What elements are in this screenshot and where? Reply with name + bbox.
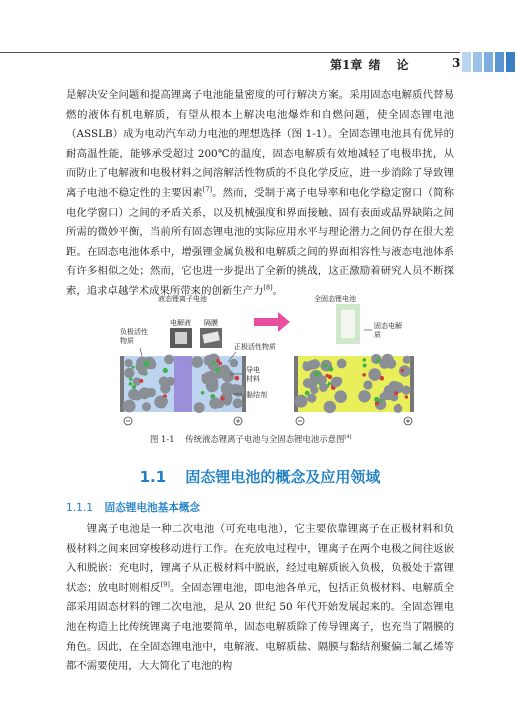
comparison-arrow <box>254 312 290 332</box>
cathode-particle-23 <box>191 356 203 368</box>
paragraph-2 <box>66 520 454 677</box>
solid-cathode-particle-16 <box>403 356 411 364</box>
solid-anode-particle-26 <box>331 377 342 388</box>
solid-cathode-particle-31 <box>394 404 403 413</box>
electrolyte-photo-bottle <box>175 332 187 344</box>
p2-text-b: 。全固态锂电池，即电池各单元，包括正负极材料、电解质全部采用固态材料的锂二次电池，是从 20 世纪 50 年代开始发展起来的。全固态锂电池在构造上比传统锂离子电池要简单，固态电解质除了传导锂离子，也充当了隔膜的角色。因此，在全固态锂电池中，电解液、电解质盐、隔膜与黏结剂聚偏二氟乙烯等都不需要使用，大大简化了电池的构 <box>66 581 455 673</box>
section-number: 1.1 <box>139 468 167 486</box>
anode-particle-28 <box>125 359 133 367</box>
label-solid-electrolyte: 固态电解质 <box>374 322 402 339</box>
label-binder: 黏结剂 <box>246 391 267 399</box>
cathode-particle-18 <box>219 365 231 377</box>
solid-cathode-particle-10 <box>363 380 372 389</box>
cathode-particle-32 <box>207 371 216 380</box>
header-rule <box>0 52 460 53</box>
anode-particle-21 <box>139 388 151 400</box>
chapter-title: 绪 论 <box>368 58 411 72</box>
solid-cathode-particle-11 <box>402 386 411 395</box>
solid-anode-particle-12 <box>328 382 331 385</box>
p2-ref-a: [9] <box>160 580 170 589</box>
anode-particle-26 <box>128 389 139 400</box>
anode-particle-33 <box>129 378 132 381</box>
anode-particle-3 <box>129 382 133 386</box>
current-collector-right-2 <box>410 356 414 412</box>
chapter-tabs <box>462 52 517 72</box>
label-liquid-cell-title: 液态锂离子电池 <box>158 295 207 303</box>
solid-anode-particle-23 <box>337 359 347 369</box>
subsection-number: 1.1.1 <box>66 502 93 514</box>
label-solid-cell-title: 全固态锂电池 <box>314 295 356 303</box>
anode-particle-15 <box>139 379 143 383</box>
anode-particle-27 <box>163 368 168 373</box>
solid-cathode-particle-23 <box>401 369 404 372</box>
label-cathode: 正极活性物质 <box>234 343 276 351</box>
solid-cathode-particle-21 <box>363 364 367 368</box>
anode-particle-23 <box>144 361 150 367</box>
label-conductive: 导电材料 <box>246 366 260 383</box>
cathode-particle-8 <box>233 398 243 408</box>
running-header <box>330 56 411 73</box>
solid-anode-particle-22 <box>307 379 318 390</box>
solid-cathode-particle-29 <box>374 397 379 402</box>
solid-anode-particle-28 <box>307 394 316 403</box>
caption-ref: [4] <box>344 434 352 441</box>
paragraph-1 <box>66 86 454 302</box>
section-title: 固态锂电池的概念及应用领域 <box>185 468 381 486</box>
subsection-heading <box>66 500 200 515</box>
subsection-title: 固态锂电池基本概念 <box>104 502 201 514</box>
chapter-number: 第1章 <box>330 58 363 72</box>
solid-cathode-particle-30 <box>394 391 398 395</box>
chapter-tab-5 <box>506 52 515 72</box>
p1-ref-b: [8] <box>263 283 273 292</box>
solid-cathode-particle-28 <box>388 381 400 393</box>
p1-text-a: 是解决安全问题和提高锂离子电池能量密度的可行解决方案。采用固态电解质代替易燃的液体有机电解质，有望从根本上解决电池爆炸和自燃问题，使全固态锂电池（ASSLB）成为电动汽车动力电池的理想选择（图 1-1）。全固态锂电池具有优异的耐高温性能，能够承受超过 200℃的温度，固态电解质有效地减轻了电极串扰，从而防止了电解液和电极材料之间溶解活性物质的不良化学反应，进一步消除了导致锂离子电池不稳定性的主要因素 <box>66 89 454 199</box>
anode-particle-31 <box>138 366 147 375</box>
p1-text-b: 。然而，受制于离子电导率和电化学稳定窗口（简称电化学窗口）之间的矛盾关系，以及机械强度和界面接触、固有表面或晶界缺陷之间所需的微妙平衡，当前所有固态锂电池的实际应用水平与理论潜力之间仍存在很大差距。在固态电池体系中，增强锂金属负极和电解质之间的界面相容性与液态电池体系有许多相似之处；然而，它也进一步提出了全新的挑战，这正激励着研究人员不断探索，追求卓越学术成果所带来的创新生产力 <box>66 186 454 297</box>
label-electrolyte: 电解液 <box>170 319 191 327</box>
solid-anode-particle-25 <box>310 359 320 369</box>
cathode-particle-15 <box>201 391 205 395</box>
figure-caption <box>150 433 351 445</box>
p1-ref-a: [7] <box>202 185 212 194</box>
anode-particle-22 <box>164 355 174 365</box>
solid-cathode-particle-27 <box>405 395 408 398</box>
figure-1-1 <box>118 290 418 430</box>
solid-cathode-particle-14 <box>358 390 370 402</box>
solid-anode-particle-2 <box>323 363 327 367</box>
solid-cathode-particle-25 <box>368 368 381 381</box>
cathode-particle-31 <box>221 382 234 395</box>
leader-anode <box>140 348 142 356</box>
chapter-tab-3 <box>484 52 493 72</box>
label-anode: 负极活性物质 <box>120 328 148 345</box>
anode-particle-5 <box>123 400 136 413</box>
cathode-particle-21 <box>219 362 222 365</box>
caption-text: 传统液态锂离子电池与全固态锂电池示意图 <box>185 434 345 444</box>
solid-cathode-particle-15 <box>363 358 367 362</box>
solid-anode-particle-27 <box>328 375 332 379</box>
anode-particle-29 <box>159 397 168 406</box>
cathode-particle-28 <box>215 368 220 373</box>
p2-text-a: 锂离子电池是一种二次电池（可充电电池），它主要依靠锂离子在正极材料和负极材料之间来回穿梭移动进行工作。在充放电过程中，锂离子在两个电极之间往返嵌入和脱嵌：充电时，锂离子从正极材料中脱嵌，经过电解质嵌入负极，负极处于富锂状态；放电时则相反 <box>66 523 454 594</box>
anode-particle-30 <box>124 368 134 378</box>
separator-bar <box>174 356 192 412</box>
current-collector-right-1 <box>242 356 246 412</box>
anode-particle-6 <box>142 402 151 411</box>
chapter-tab-2 <box>473 52 482 72</box>
p1-text-c: 。 <box>272 284 284 297</box>
page-number: 3 <box>452 56 461 70</box>
solid-anode-particle-30 <box>318 375 327 384</box>
solid-anode-particle-15 <box>324 401 336 413</box>
cathode-particle-33 <box>220 396 224 400</box>
caption-prefix: 图 1-1 <box>150 434 175 444</box>
solid-cathode-particle-26 <box>362 373 366 377</box>
cathode-particle-30 <box>212 361 216 365</box>
battery-schematic <box>118 290 418 430</box>
label-separator: 隔膜 <box>204 319 218 327</box>
anode-particle-24 <box>160 383 170 393</box>
solid-cathode-particle-2 <box>376 358 380 362</box>
solid-cathode-particle-13 <box>379 399 382 402</box>
chapter-tab-4 <box>495 52 504 72</box>
cathode-particle-11 <box>194 402 205 413</box>
solid-anode-particle-31 <box>328 367 333 372</box>
chapter-tab-1 <box>462 52 471 72</box>
cathode-particle-29 <box>234 376 239 381</box>
solid-cathode-particle-12 <box>399 365 411 377</box>
section-heading <box>0 466 520 487</box>
solid-cathode-particle-18 <box>379 358 389 368</box>
solid-anode-particle-19 <box>314 371 319 376</box>
solid-anode-particle-5 <box>334 390 347 403</box>
solid-electrolyte-photo-pellet <box>341 310 355 338</box>
anode-particle-32 <box>131 366 134 369</box>
cathode-particle-24 <box>216 400 225 409</box>
solid-anode-particle-16 <box>295 395 308 408</box>
cathode-particle-3 <box>230 359 238 367</box>
